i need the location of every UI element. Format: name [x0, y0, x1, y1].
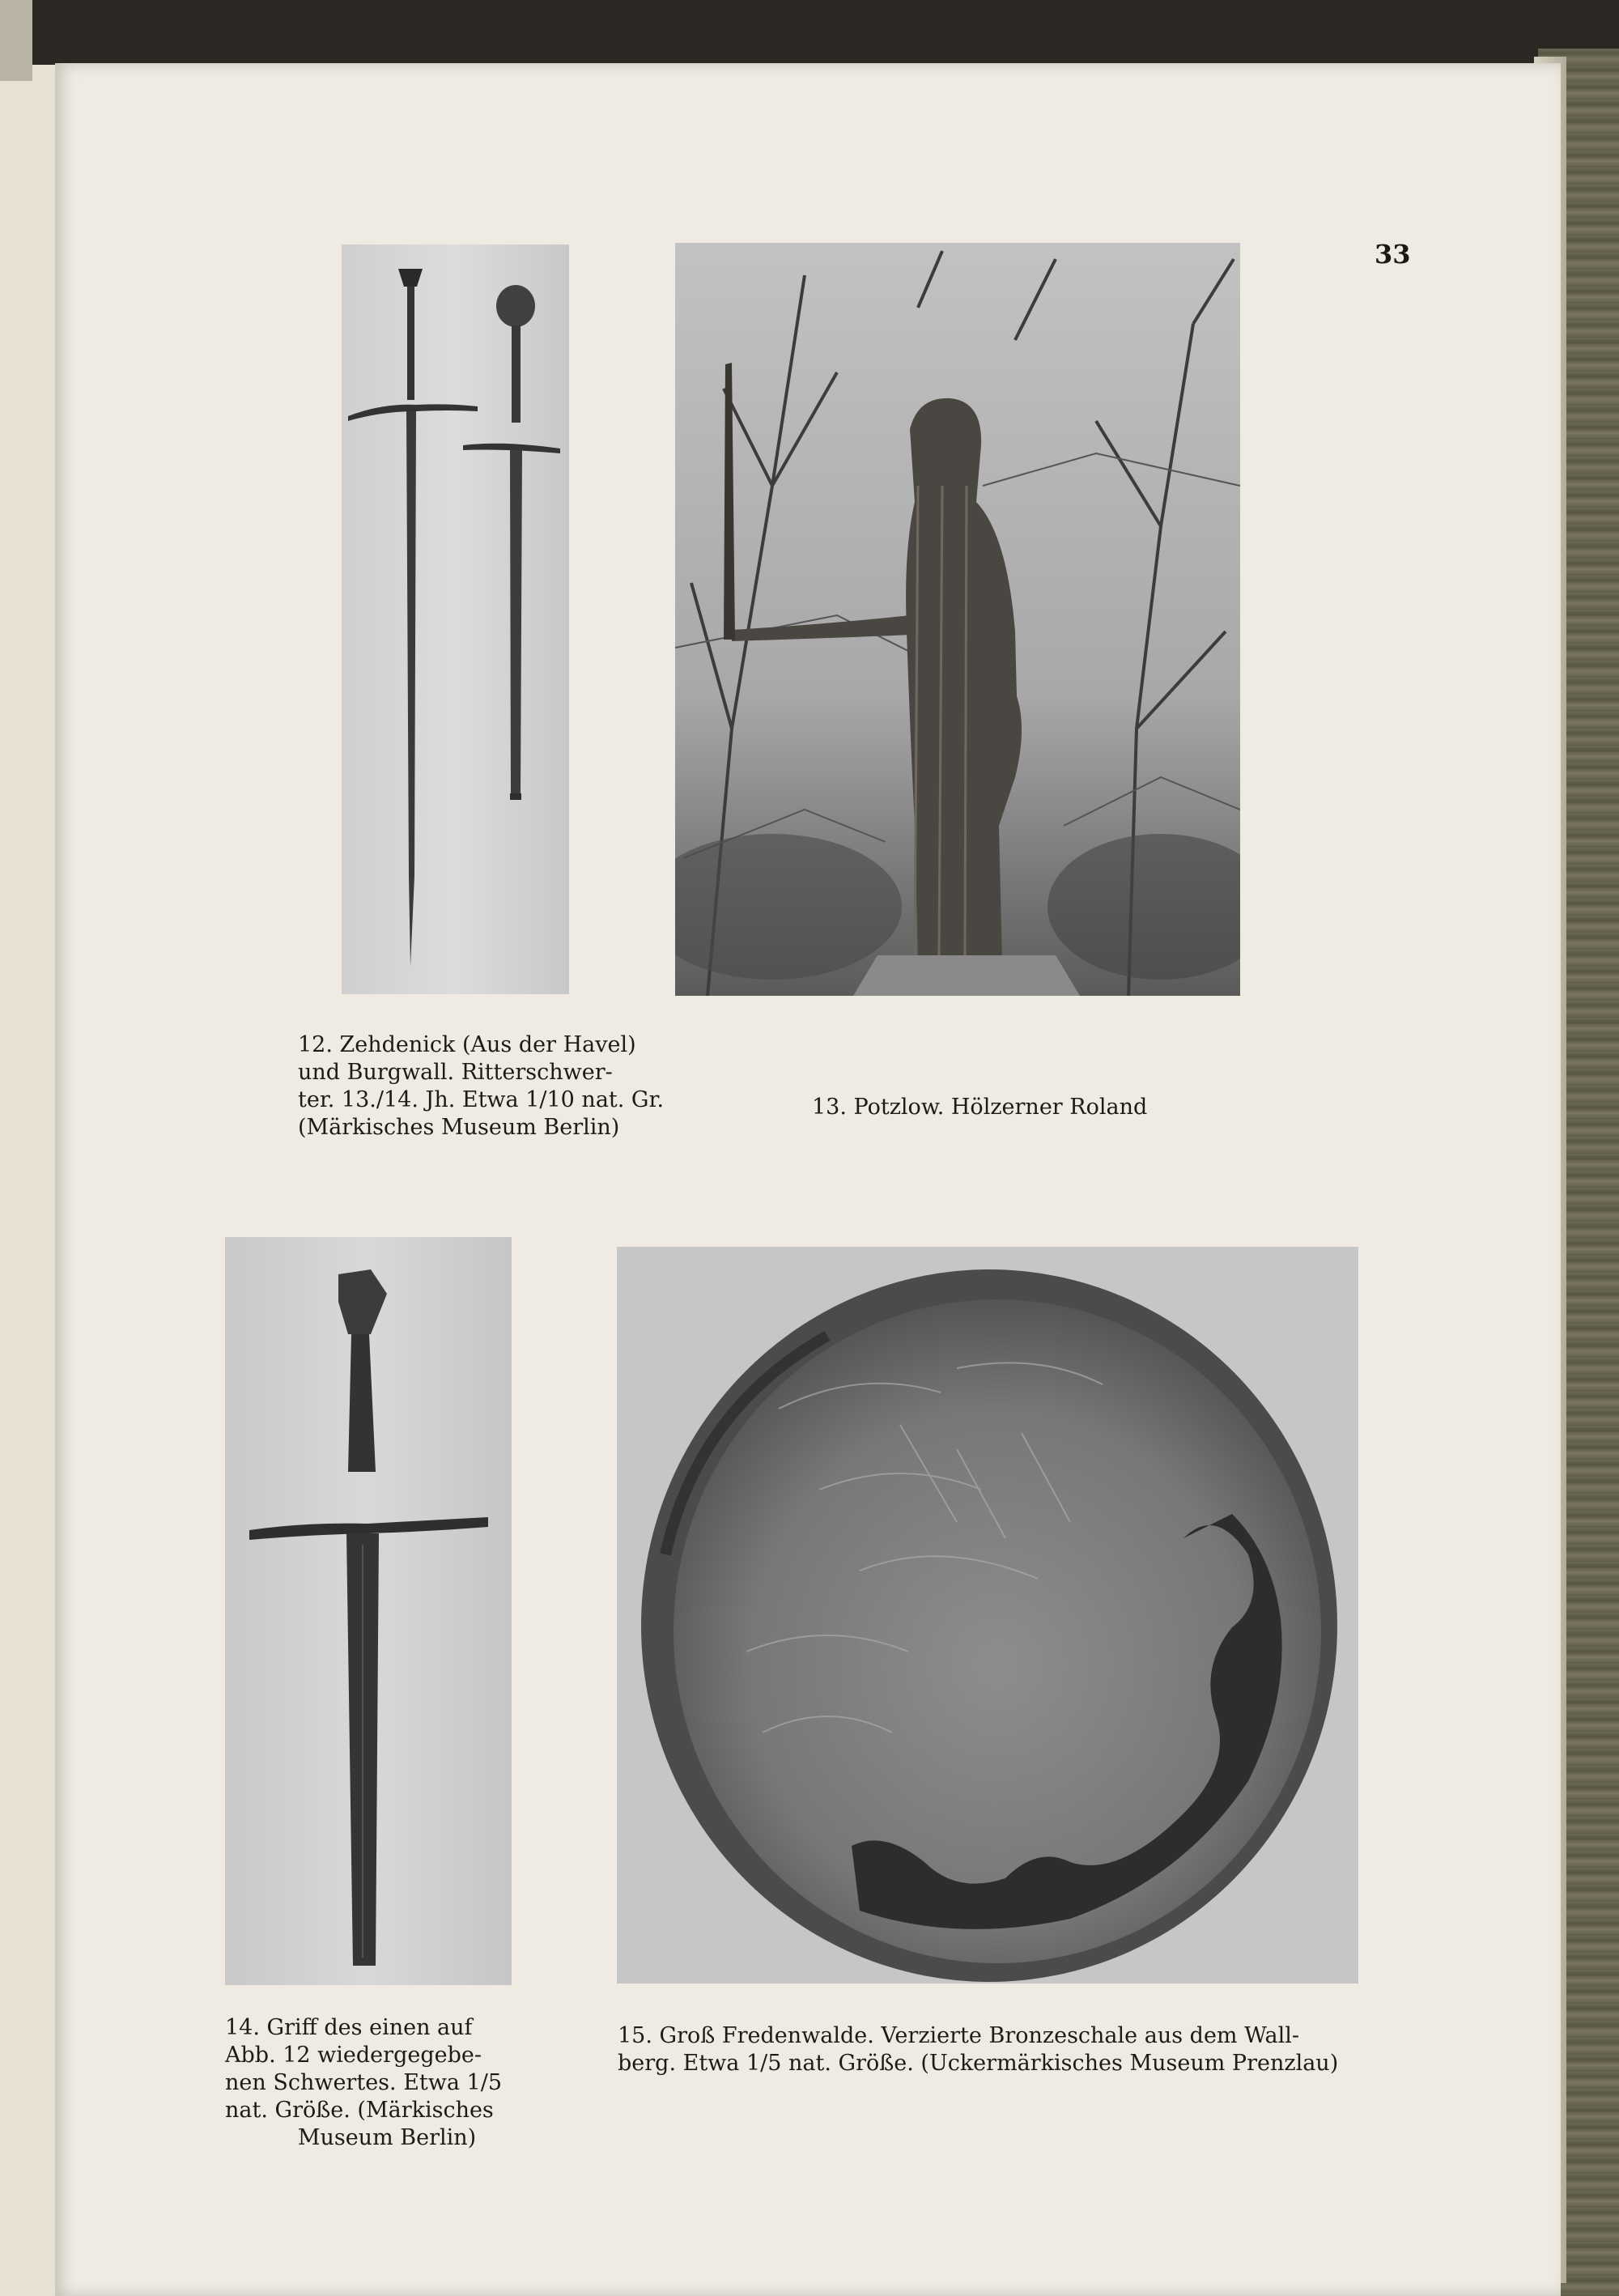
figure-14-caption	[225, 2014, 549, 2152]
caption-line: Museum Berlin)	[297, 2125, 477, 2150]
figure-13-caption	[812, 1094, 1233, 1121]
caption-line: 15. Groß Fredenwalde. Verzierte Bronzeschale aus dem Wall-	[618, 2023, 1299, 2048]
caption-line: nen Schwertes. Etwa 1/5	[225, 2070, 502, 2095]
figure-15-photo	[617, 1247, 1358, 1983]
book-page	[55, 63, 1561, 2296]
sword-hilt-image	[225, 1237, 512, 1985]
left-page-edge	[0, 65, 55, 2296]
caption-line: und Burgwall. Ritterschwer-	[298, 1060, 613, 1085]
left-page-corner	[0, 0, 32, 81]
caption-line: 12. Zehdenick (Aus der Havel)	[298, 1032, 636, 1057]
caption-line: 13. Potzlow. Hölzerner Roland	[812, 1095, 1148, 1120]
figure-12-photo	[342, 244, 569, 994]
two-swords-image	[342, 244, 569, 994]
figure-12-caption	[298, 1031, 719, 1142]
figure-14-photo	[225, 1237, 512, 1985]
caption-line: berg. Etwa 1/5 nat. Größe. (Uckermärkisches Museum Prenzlau)	[618, 2051, 1339, 2076]
bronze-bowl-image	[617, 1247, 1358, 1983]
caption-line: 14. Griff des einen auf	[225, 2015, 473, 2040]
figure-15-caption	[618, 2022, 1379, 2077]
page-number: 33	[1375, 239, 1411, 270]
wooden-roland-image	[675, 243, 1240, 996]
figure-13-photo	[675, 243, 1240, 996]
caption-line: Abb. 12 wiedergegebe-	[225, 2043, 482, 2068]
caption-line: (Märkisches Museum Berlin)	[298, 1115, 620, 1140]
caption-line: ter. 13./14. Jh. Etwa 1/10 nat. Gr.	[298, 1087, 665, 1112]
caption-line: nat. Größe. (Märkisches	[225, 2098, 494, 2123]
